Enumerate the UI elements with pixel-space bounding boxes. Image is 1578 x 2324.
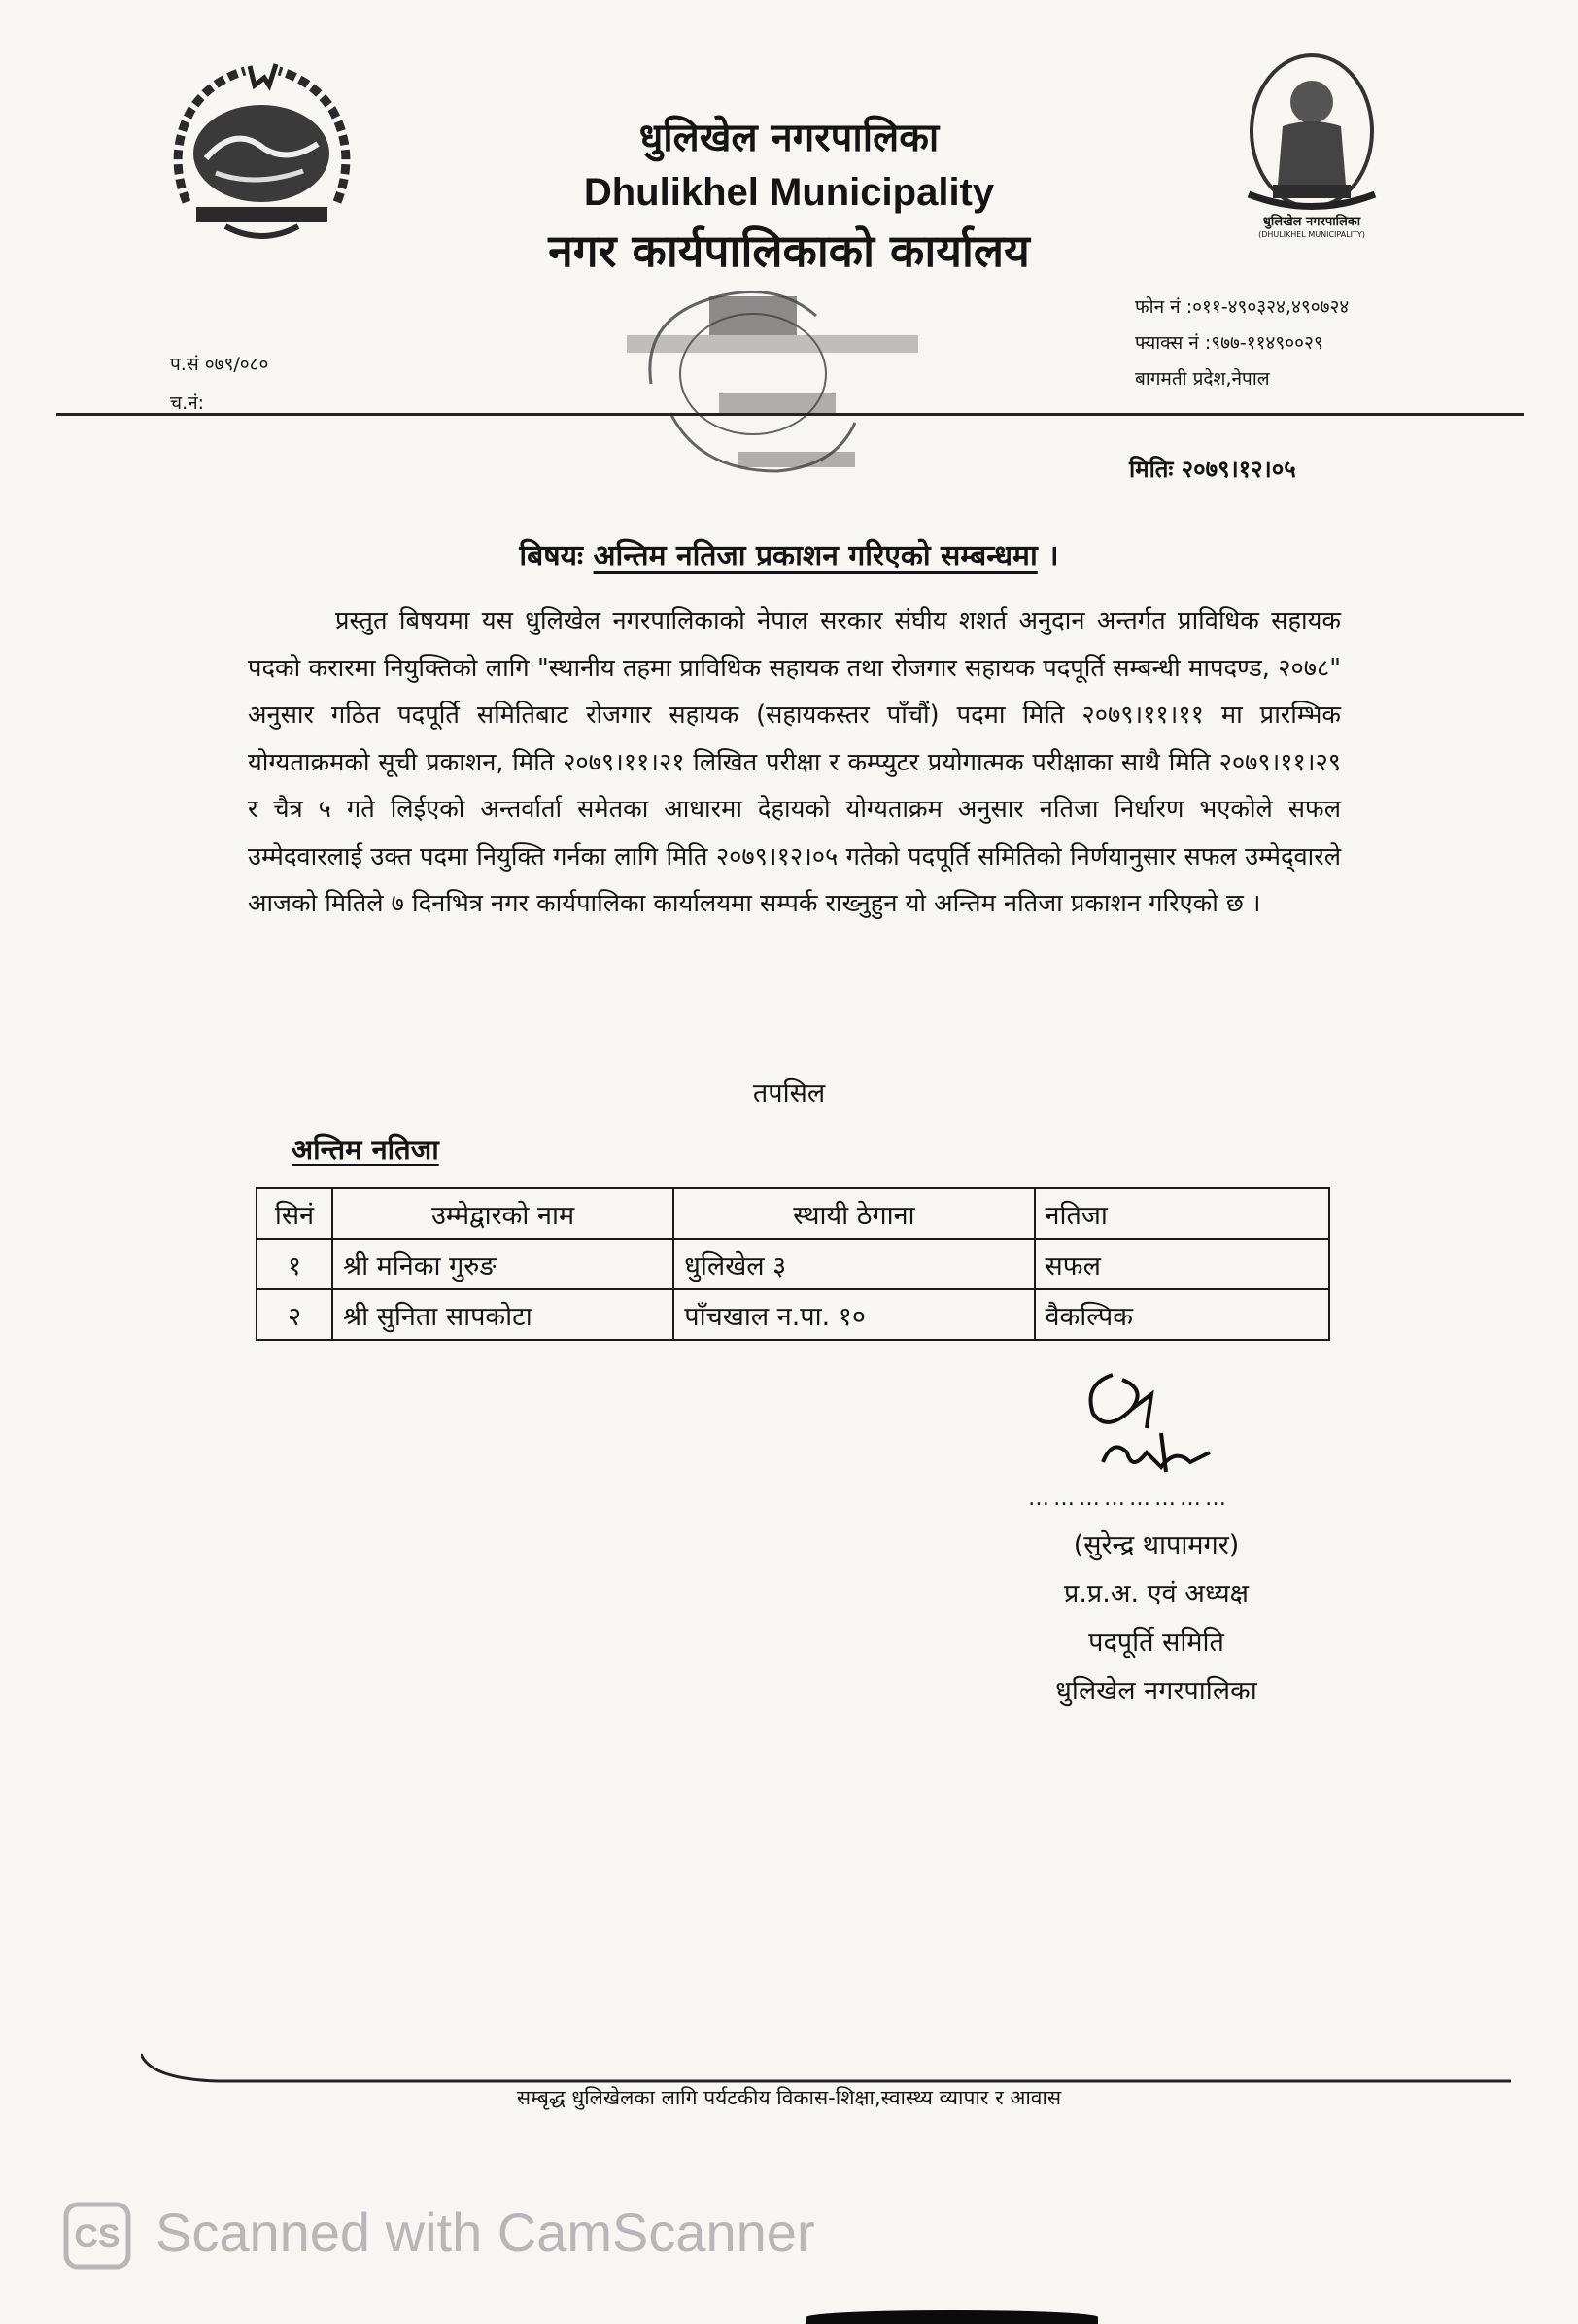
municipality-title-nepali: धुलिखेल नगरपालिका — [638, 116, 940, 160]
header-divider — [56, 413, 1524, 416]
contact-block — [1135, 290, 1349, 397]
signatory-organization: धुलिखेल नगरपालिका — [1055, 1676, 1257, 1706]
results-heading: अन्तिम नतिजा — [292, 1133, 439, 1166]
subject-end: । — [1047, 539, 1059, 573]
office-stamp-icon — [612, 277, 933, 500]
letter-date: मितिः २०७९।१२।०५ — [1129, 456, 1296, 483]
logo-caption: धुलिखेल नगरपालिका — [1262, 215, 1361, 229]
letter-body: प्रस्तुत बिषयमा यस धुलिखेल नगरपालिकाको नेपाल सरकार संघीय शशर्त अनुदान अन्तर्गत प्राविधिक सहायक पदको करारमा नियुक्तिको लागि "स्थानीय तहमा प्राविधिक सहायक तथा रोजगार सहायक पदपूर्ति सम्बन्धी मापदण्ड, २०७८" अनुसार गठित पदपूर्ति समितिबाट रोजगार सहायक (सहायकस्तर पाँचौं) पदमा मिति २०७९।११।११ मा प्रारम्भिक योग्यताक्रमको सूची प्रकाशन, मिति २०७९।११।२१ लिखित परीक्षा र कम्प्युटर प्रयोगात्मक परीक्षाका साथै मिति २०७९।११।२९ र चैत्र ५ गते लिईएको अन्तर्वार्ता समेतका आधारमा देहायको योग्यताक्रम अनुसार नतिजा निर्धारण भएकोले सफल उम्मेदवारलाई उक्त पदमा नियुक्ति गर्नका लागि मिति २०७९।१२।०५ गतेको पदपूर्ति समितिको निर्णयानुसार सफल उम्मेद्‌वारले आजको मितिले ७ दिनभित्र नगर कार्यपालिका कार्यालयमा सम्पर्क राख्नुहुन यो अन्तिम नतिजा प्रकाशन गरिएको छ । — [248, 606, 1341, 918]
row-result: सफल — [1035, 1239, 1329, 1289]
logo-caption-en: (DHULIKHEL MUNICIPALITY) — [1258, 230, 1365, 239]
row-address: धुलिखेल ३ — [673, 1239, 1034, 1289]
table-row — [257, 1239, 1329, 1289]
reference-number: प.सं ०७९/०८० — [170, 354, 269, 375]
table-row — [257, 1289, 1329, 1340]
phone-number: फोन नं :०११-४९०३२४,४९०७२४ — [1135, 296, 1350, 318]
camscanner-logo-text: CS — [74, 2218, 120, 2255]
subject-line — [0, 534, 1578, 574]
table-header-row — [257, 1188, 1329, 1239]
column-header-address: स्थायी ठेगाना — [673, 1188, 1034, 1239]
tapsil-label: तपसिल — [752, 1078, 826, 1109]
footer-divider — [141, 2050, 1511, 2089]
footer-slogan: सम्बृद्ध धुलिखेलका लागि पर्यटकीय विकास-शिक्षा,स्वास्थ्य व्यापार र आवास — [516, 2086, 1062, 2109]
signatory-name: (सुरेन्द्र थापामगर) — [1073, 1530, 1240, 1560]
scan-edge-mark — [806, 2310, 1098, 2324]
signature-icon — [1054, 1355, 1239, 1501]
row-name: श्री मनिका गुरुङ — [332, 1239, 673, 1289]
reference-block — [170, 345, 268, 423]
fax-number: फ्याक्स नं :९७७-११४९००२९ — [1135, 332, 1323, 354]
column-header-sn: सिनं — [257, 1188, 332, 1239]
office-title: नगर कार्यपालिकाको कार्यालय — [548, 224, 1030, 277]
signature-line: …………………… — [1028, 1487, 1230, 1511]
signatory-designation: प्र.प्र.अ. एवं अध्यक्ष — [1063, 1579, 1249, 1609]
dispatch-number: च.नं: — [170, 393, 205, 414]
camscanner-watermark: Scanned with CamScanner — [155, 2202, 815, 2263]
row-result: वैकल्पिक — [1035, 1289, 1329, 1340]
subject-text: अन्तिम नतिजा प्रकाशन गरिएको सम्बन्धमा — [593, 539, 1038, 573]
row-sn: २ — [257, 1289, 332, 1340]
municipality-title-english: Dhulikhel Municipality — [583, 171, 995, 214]
row-name: श्री सुनिता सापकोटा — [332, 1289, 673, 1340]
camscanner-logo-icon — [63, 2202, 131, 2270]
signatory-block — [991, 1521, 1321, 1716]
column-header-result: नतिजा — [1035, 1188, 1329, 1239]
results-table — [256, 1187, 1330, 1341]
row-sn: १ — [257, 1239, 332, 1289]
column-header-name: उम्मेद्वारको नाम — [332, 1188, 673, 1239]
row-address: पाँचखाल न.पा. १० — [673, 1289, 1034, 1340]
subject-label: बिषयः — [519, 539, 584, 573]
signatory-committee: पदपूर्ति समिति — [1088, 1627, 1224, 1658]
province: बागमती प्रदेश,नेपाल — [1135, 368, 1270, 390]
